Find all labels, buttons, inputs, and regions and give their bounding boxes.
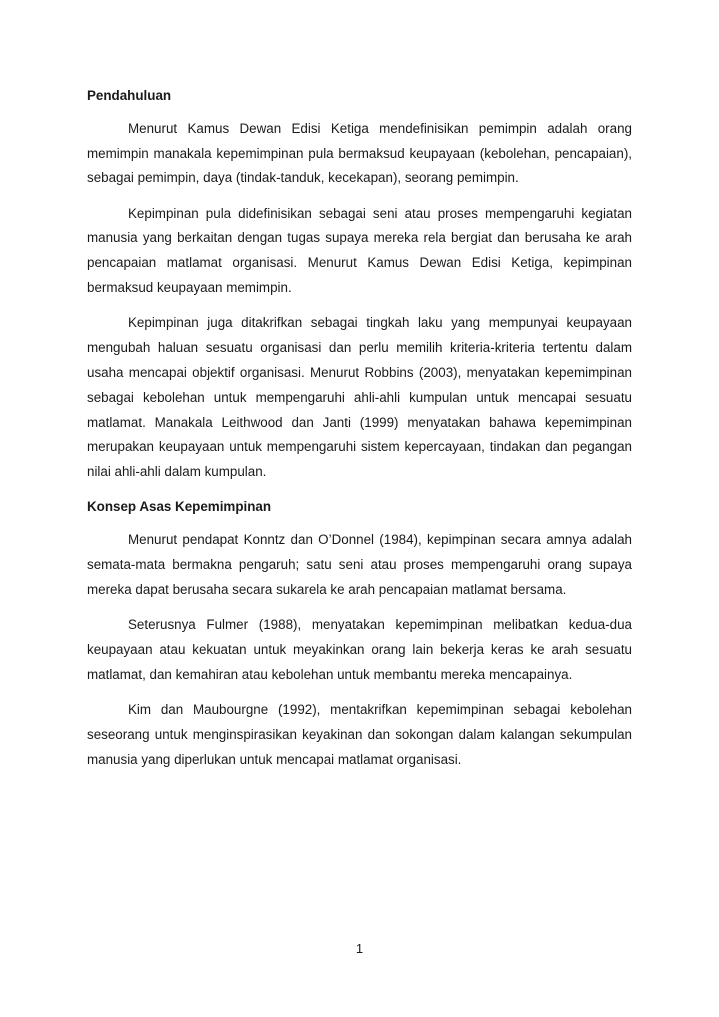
paragraph: Menurut pendapat Konntz dan O’Donnel (1984), kepimpinan secara amnya adalah semata-mata bermakna pengaruh; satu seni atau proses mempengaruhi orang supaya mereka dapat berusaha secara sukarela ke arah pencapaian matlamat bersama. xyxy=(87,532,632,597)
page-number: 1 xyxy=(355,941,364,956)
page-content xyxy=(87,84,632,783)
paragraph: Menurut Kamus Dewan Edisi Ketiga mendefinisikan pemimpin adalah orang memimpin manakala kepemimpinan pula bermaksud keupayaan (kebolehan, pencapaian), sebagai pemimpin, daya (tindak-tanduk, kecekapan), seorang pemimpin. xyxy=(87,120,632,186)
paragraph: Kepimpinan pula didefinisikan sebagai seni atau proses mempengaruhi kegiatan manusia yang berkaitan dengan tugas supaya mereka rela bergiat dan berusaha ke arah pencapaian matlamat organisasi. Menurut Kamus Dewan Edisi Ketiga, kepimpinan bermaksud keupayaan memimpin. xyxy=(87,205,632,296)
paragraph: Kim dan Maubourgne (1992), mentakrifkan kepemimpinan sebagai kebolehan seseorang untuk menginspirasikan keyakinan dan sokongan dalam kalangan sekumpulan manusia yang diperlukan untuk mencapai matlamat organisasi. xyxy=(87,702,632,767)
paragraph: Seterusnya Fulmer (1988), menyatakan kepemimpinan melibatkan kedua-dua keupayaan atau kekuatan untuk meyakinkan orang lain bekerja keras ke arah sesuatu matlamat, dan kemahiran atau kebolehan untuk membantu mereka mencapainya. xyxy=(87,617,632,682)
section-heading-konsep-asas: Konsep Asas Kepemimpinan xyxy=(87,499,272,515)
section-heading-pendahuluan: Pendahuluan xyxy=(87,88,172,103)
paragraph: Kepimpinan juga ditakrifkan sebagai tingkah laku yang mempunyai keupayaan mengubah haluan sesuatu organisasi dan perlu memilih kriteria-kriteria tertentu dalam usaha mencapai objektif organisasi. Menurut Robbins (2003), menyatakan kepemimpinan sebagai kebolehan untuk mempengaruhi ahli-ahli kumpulan untuk mencapai sesuatu matlamat. Manakala Leithwood dan Janti (1999) menyatakan bahawa kepemimpinan merupakan keupayaan untuk mempengaruhi sistem kepercayaan, tindakan dan pegangan nilai ahli-ahli dalam kumpulan. xyxy=(87,315,632,480)
